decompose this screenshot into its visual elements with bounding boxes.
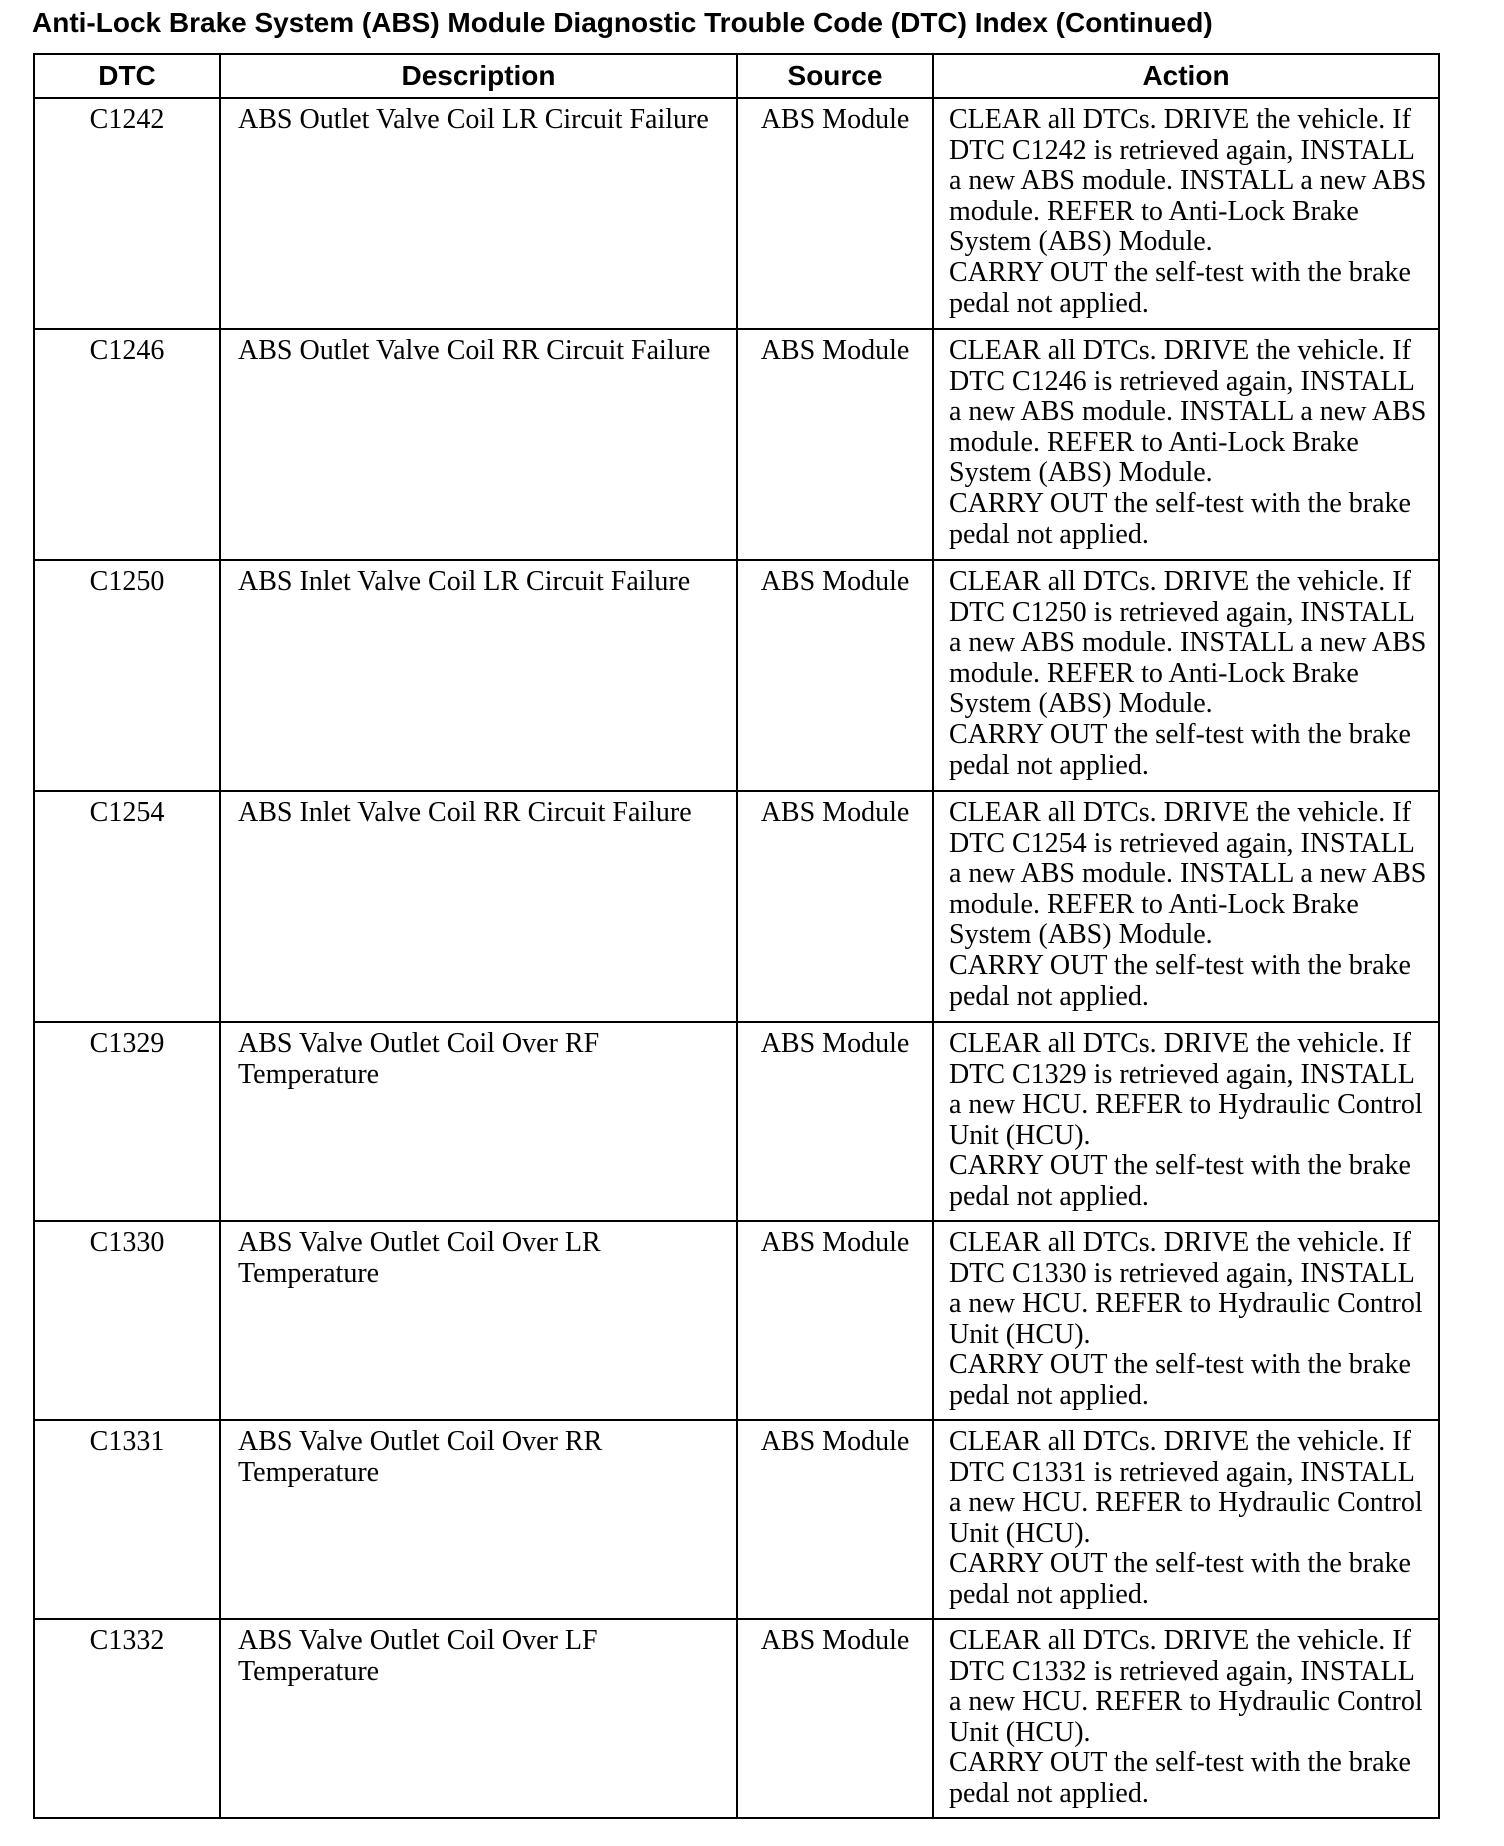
action-cell [933,560,1439,791]
action-cell [933,791,1439,1022]
dtc-code-cell: C1254 [34,791,220,1022]
action-cell [933,1022,1439,1221]
source-cell: ABS Module [737,1619,933,1818]
description-cell: ABS Valve Outlet Coil Over LR Temperature [220,1221,737,1420]
action-cell [933,98,1439,329]
action-text: CLEAR all DTCs. DRIVE the vehicle. If DTC C1331 is retrieved again, INSTALL a new HCU. REFER to Hydraulic Control Unit (HCU). CARRY OUT the self-test with the brake pedal not applied. [949,1426,1423,1610]
table-row [34,1221,1439,1420]
table-row [34,560,1439,791]
column-header-description: Description [220,54,737,98]
source-cell: ABS Module [737,791,933,1022]
description-cell: ABS Valve Outlet Coil Over RR Temperature [220,1420,737,1619]
action-text: CLEAR all DTCs. DRIVE the vehicle. If DTC C1250 is retrieved again, INSTALL a new ABS module. INSTALL a new ABS module. REFER to Anti-Lock Brake System (ABS) Module. CARRY OUT the self-test with the brake pedal not applied. [949,566,1427,781]
header-row [34,54,1439,98]
action-text: CLEAR all DTCs. DRIVE the vehicle. If DTC C1254 is retrieved again, INSTALL a new ABS module. INSTALL a new ABS module. REFER to Anti-Lock Brake System (ABS) Module. CARRY OUT the self-test with the brake pedal not applied. [949,797,1427,1012]
table-row [34,98,1439,329]
source-cell: ABS Module [737,329,933,560]
table-row [34,1420,1439,1619]
column-header-action: Action [933,54,1439,98]
action-cell [933,1619,1439,1818]
description-cell: ABS Inlet Valve Coil RR Circuit Failure [220,791,737,1022]
action-text: CLEAR all DTCs. DRIVE the vehicle. If DTC C1330 is retrieved again, INSTALL a new HCU. REFER to Hydraulic Control Unit (HCU). CARRY OUT the self-test with the brake pedal not applied. [949,1227,1423,1411]
dtc-index-table [33,53,1440,1819]
source-cell: ABS Module [737,98,933,329]
dtc-code-cell: C1329 [34,1022,220,1221]
source-cell: ABS Module [737,1022,933,1221]
action-text: CLEAR all DTCs. DRIVE the vehicle. If DTC C1242 is retrieved again, INSTALL a new ABS module. INSTALL a new ABS module. REFER to Anti-Lock Brake System (ABS) Module. CARRY OUT the self-test with the brake pedal not applied. [949,104,1427,319]
table-row [34,791,1439,1022]
description-cell: ABS Outlet Valve Coil LR Circuit Failure [220,98,737,329]
source-cell: ABS Module [737,560,933,791]
table-body [34,98,1439,1818]
dtc-code-cell: C1332 [34,1619,220,1818]
dtc-code-cell: C1242 [34,98,220,329]
table-row [34,329,1439,560]
action-cell [933,1420,1439,1619]
action-cell [933,1221,1439,1420]
table-header [34,54,1439,98]
source-cell: ABS Module [737,1420,933,1619]
dtc-code-cell: C1250 [34,560,220,791]
description-cell: ABS Valve Outlet Coil Over LF Temperature [220,1619,737,1818]
dtc-code-cell: C1246 [34,329,220,560]
action-text: CLEAR all DTCs. DRIVE the vehicle. If DTC C1246 is retrieved again, INSTALL a new ABS module. INSTALL a new ABS module. REFER to Anti-Lock Brake System (ABS) Module. CARRY OUT the self-test with the brake pedal not applied. [949,335,1427,550]
column-header-dtc: DTC [34,54,220,98]
dtc-code-cell: C1330 [34,1221,220,1420]
source-cell: ABS Module [737,1221,933,1420]
description-cell: ABS Valve Outlet Coil Over RF Temperature [220,1022,737,1221]
dtc-code-cell: C1331 [34,1420,220,1619]
page-title: Anti-Lock Brake System (ABS) Module Diagnostic Trouble Code (DTC) Index (Continued) [32,7,1213,38]
description-cell: ABS Inlet Valve Coil LR Circuit Failure [220,560,737,791]
table-row [34,1022,1439,1221]
action-text: CLEAR all DTCs. DRIVE the vehicle. If DTC C1332 is retrieved again, INSTALL a new HCU. REFER to Hydraulic Control Unit (HCU). CARRY OUT the self-test with the brake pedal not applied. [949,1625,1423,1809]
description-cell: ABS Outlet Valve Coil RR Circuit Failure [220,329,737,560]
table-row [34,1619,1439,1818]
action-cell [933,329,1439,560]
column-header-source: Source [737,54,933,98]
action-text: CLEAR all DTCs. DRIVE the vehicle. If DTC C1329 is retrieved again, INSTALL a new HCU. REFER to Hydraulic Control Unit (HCU). CARRY OUT the self-test with the brake pedal not applied. [949,1028,1423,1212]
